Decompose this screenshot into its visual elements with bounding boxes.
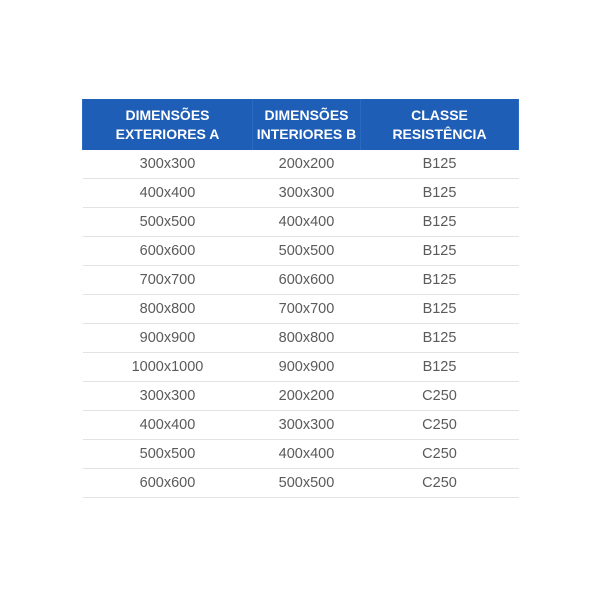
table-row: [83, 353, 519, 382]
table-row: [83, 266, 519, 295]
cell-interior: 500x500: [253, 469, 361, 498]
cell-interior: 800x800: [253, 324, 361, 353]
cell-class: C250: [361, 411, 519, 440]
table-header: [83, 99, 519, 150]
cell-exterior: 400x400: [83, 411, 253, 440]
cell-exterior: 500x500: [83, 208, 253, 237]
cell-class: C250: [361, 469, 519, 498]
table-row: [83, 208, 519, 237]
table-row: [83, 150, 519, 179]
cell-class: B125: [361, 237, 519, 266]
table-row: [83, 411, 519, 440]
table-row: [83, 440, 519, 469]
header-exterior-dimensions: [83, 99, 253, 150]
cell-class: B125: [361, 353, 519, 382]
cell-interior: 500x500: [253, 237, 361, 266]
cell-exterior: 800x800: [83, 295, 253, 324]
table-row: [83, 295, 519, 324]
cell-interior: 600x600: [253, 266, 361, 295]
cell-exterior: 400x400: [83, 179, 253, 208]
cell-interior: 700x700: [253, 295, 361, 324]
cell-interior: 900x900: [253, 353, 361, 382]
header-line: DIMENSÕES: [125, 106, 210, 123]
header-line: CLASSE: [411, 106, 468, 123]
cell-exterior: 900x900: [83, 324, 253, 353]
table-body: [83, 150, 519, 498]
cell-class: B125: [361, 208, 519, 237]
cell-exterior: 300x300: [83, 150, 253, 179]
header-interior-dimensions: [253, 99, 361, 150]
cell-class: C250: [361, 382, 519, 411]
cell-class: B125: [361, 295, 519, 324]
cell-interior: 400x400: [253, 440, 361, 469]
table-row: [83, 237, 519, 266]
cell-exterior: 600x600: [83, 469, 253, 498]
table-row: [83, 382, 519, 411]
cell-interior: 200x200: [253, 382, 361, 411]
cell-exterior: 500x500: [83, 440, 253, 469]
cell-class: B125: [361, 324, 519, 353]
cell-exterior: 700x700: [83, 266, 253, 295]
cell-class: B125: [361, 150, 519, 179]
cell-exterior: 300x300: [83, 382, 253, 411]
cell-class: B125: [361, 179, 519, 208]
cell-exterior: 1000x1000: [83, 353, 253, 382]
header-resistance-class: [361, 99, 519, 150]
header-row: [83, 99, 519, 150]
header-line: EXTERIORES A: [115, 125, 220, 142]
header-line: INTERIORES B: [256, 125, 357, 142]
cell-interior: 300x300: [253, 411, 361, 440]
cell-exterior: 600x600: [83, 237, 253, 266]
table-row: [83, 469, 519, 498]
cell-interior: 200x200: [253, 150, 361, 179]
cell-class: C250: [361, 440, 519, 469]
cell-class: B125: [361, 266, 519, 295]
header-line: DIMENSÕES: [264, 106, 349, 123]
cell-interior: 300x300: [253, 179, 361, 208]
table-row: [83, 179, 519, 208]
table-row: [83, 324, 519, 353]
cell-interior: 400x400: [253, 208, 361, 237]
dimensions-table: [82, 99, 519, 498]
header-line: RESISTÊNCIA: [392, 125, 487, 142]
